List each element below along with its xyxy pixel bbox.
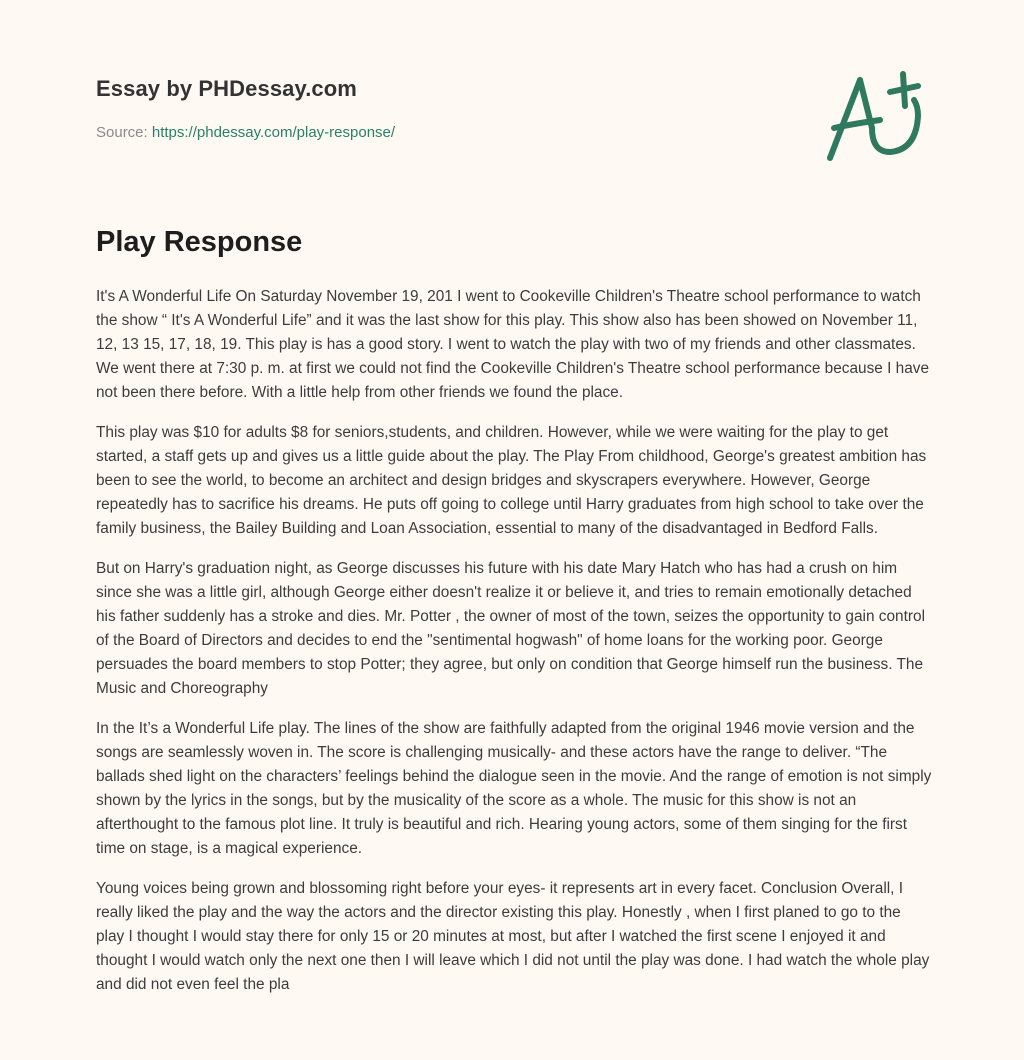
essay-paragraph: Young voices being grown and blossoming right before your eyes- it represents art in every facet. Conclusion Overall, I really liked the play and the way the actors and the director existing this play. Honestly , when I first planed to go to the play I thought I would stay there for only 15 or 20 minutes at most, but after I watched the first scene I enjoyed it and thought I would watch only the next one then I will leave which I did not until the play was done. I had watch the whole play and did not even feel the pla [96,880,930,993]
essay-paragraph: But on Harry's graduation night, as George discusses his future with his date Mary Hatch who has had a crush on him since she was a little girl, although George either doesn't realize it or believe it, and tries to remain emotionally detached his father suddenly has a stroke and dies. Mr. Potter , the owner of most of the town, seizes the opportunity to gain control of the Board of Directors and decides to end the "sentimental hogwash" of home loans for the working poor. George persuades the board members to stop Potter; they agree, but only on condition that George himself run the business. The Music and Choreography [96,560,925,697]
essay-body [96,285,932,1013]
site-title: Essay by PHDessay.com [96,76,357,101]
essay-paragraph: This play was $10 for adults $8 for seniors,students, and children. However, while we were waiting for the play to get started, a staff gets up and gives us a little guide about the play. The Play From childhood, George's greatest ambition has been to see the world, to become an architect and design bridges and skyscrapers everywhere. However, George repeatedly has to sacrifice his dreams. He puts off going to college until Harry graduates from high school to take over the family business, the Bailey Building and Loan Association, essential to many of the disadvantaged in Bedford Falls. [96,424,927,537]
essay-paragraph: It's A Wonderful Life On Saturday November 19, 201 I went to Cookeville Children's Theatre school performance to watch the show “ It's A Wonderful Life” and it was the last show for this play. This show also has been showed on November 11, 12, 13 15, 17, 18, 19. This play is has a good story. I went to watch the play with two of my friends and other classmates. We went there at 7:30 p. m. at first we could not find the Cookeville Children's Theatre school performance because I have not been there before. With a little help from other friends we found the place. [96,288,930,401]
source-line [96,124,395,141]
source-label: Source: [96,124,148,141]
a-plus-grade-icon [820,66,930,166]
essay-paragraph: In the It’s a Wonderful Life play. The lines of the show are faithfully adapted from the original 1946 movie version and the songs are seamlessly woven in. The score is challenging musically- and these actors have the range to deliver. “The ballads shed light on the characters’ feelings behind the dialogue seen in the movie. And the range of emotion is not simply shown by the lyrics in the songs, but by the musicality of the score as a whole. The music for this show is not an afterthought to the famous plot line. It truly is beautiful and rich. Hearing young actors, some of them singing for the first time on stage, is a magical experience. [96,720,932,857]
source-link[interactable]: https://phdessay.com/play-response/ [151,124,396,141]
essay-title: Play Response [96,226,303,258]
